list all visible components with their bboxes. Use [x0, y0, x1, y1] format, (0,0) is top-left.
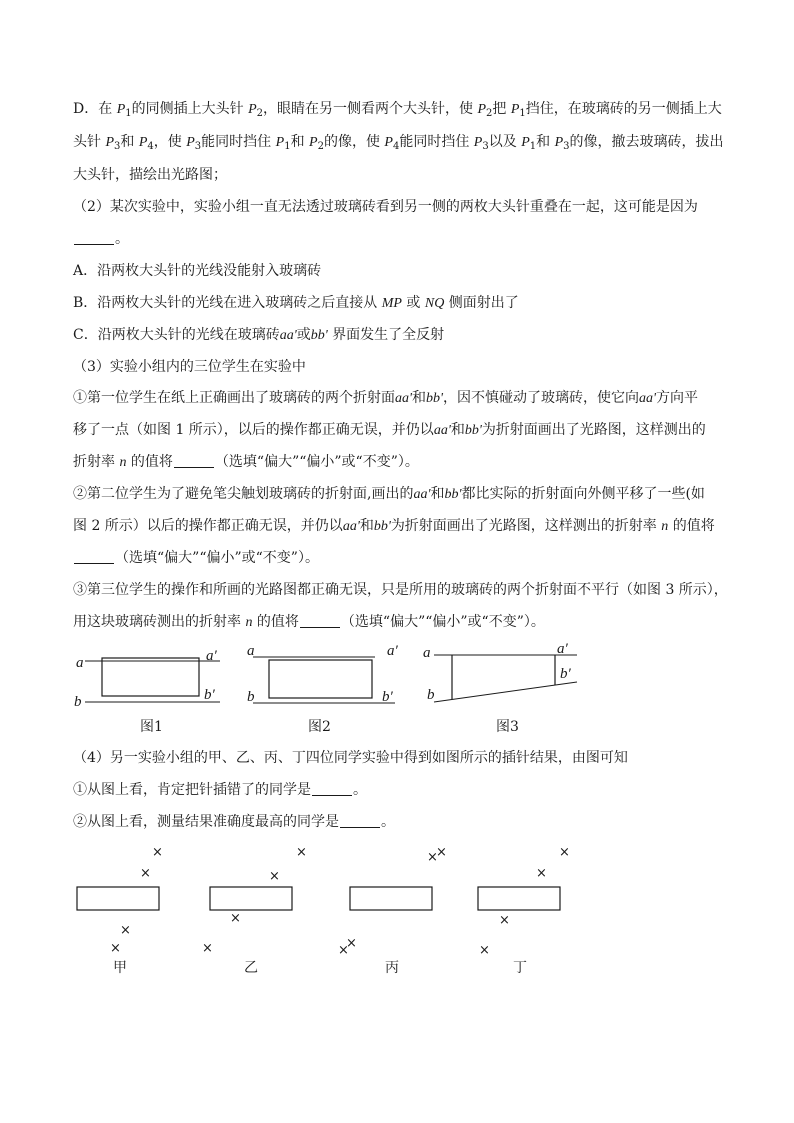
q3-student1-line-3: 折射率 n 的值将 （选填“偏大”“偏小”或“不变”）。 [73, 454, 419, 470]
glass-brick [102, 658, 199, 696]
pin-mark: × [479, 943, 490, 958]
pin-mark: × [536, 866, 547, 881]
q3-student3-line-1: ③第三位学生的操作和所画的光路图都正确无误，只是所用的玻璃砖的两个折射面不平行（如图 3 所示）， [73, 582, 728, 598]
student-name-jia: 甲 [113, 960, 127, 976]
pin-mark: × [152, 845, 163, 860]
student-name-bing: 丙 [385, 960, 399, 976]
figure-1-caption: 图1 [140, 719, 163, 735]
pin-mark: × [269, 869, 280, 884]
q3-student2-line-2: 图 2 所示）以后的操作都正确无误，并仍以aa'和bb'为折射面画出了光路图，这样测出的折射率 n 的值将 [73, 518, 715, 534]
q4-stem: （4）另一实验小组的甲、乙、丙、丁四位同学实验中得到如图所示的插针结果，由图可知 [73, 750, 628, 766]
figure-2 [247, 643, 399, 735]
pin-figure-jia [77, 845, 163, 976]
label-a-prime: a′ [387, 643, 398, 659]
q3-stem: （3）实验小组内的三位学生在实验中 [73, 359, 306, 375]
label-a: a [247, 643, 255, 659]
pin-mark: × [436, 845, 447, 860]
pin-figures [0, 840, 794, 990]
q3-student3-line-2: 用这块玻璃砖测出的折射率 n 的值将 （选填“偏大”“偏小”或“不变”）。 [73, 614, 545, 630]
q3-student2-line-1: ②第二位学生为了避免笔尖触划玻璃砖的折射面,画出的aa'和bb'都比实际的折射面向外侧平移了一些(如 [73, 486, 705, 502]
option-d-line-1: D．在 $P_1$的同侧插上大头针 $P_2$，眼睛在另一侧看两个大头针，使 $P_2$把 $P_1$挡住，在玻璃砖的另一侧插上大 [73, 101, 722, 119]
q2-answer-line: 。 [73, 229, 733, 249]
pin-mark: × [296, 845, 307, 860]
label-b-prime: b′ [560, 666, 571, 682]
pin-mark: × [202, 941, 213, 956]
q3-student2-line-3: （选填“偏大”“偏小”或“不变”）。 [73, 548, 733, 568]
label-b: b [247, 689, 255, 705]
student-name-yi: 乙 [244, 960, 258, 976]
figure-1 [74, 648, 220, 735]
q2-option-c: C．沿两枚大头针的光线在玻璃砖aa'或bb' 界面发生了全反射 [73, 327, 445, 343]
figure-3 [423, 641, 577, 735]
q2-option-b: B．沿两枚大头针的光线在进入玻璃砖之后直接从 MP 或 NQ 侧面射出了 [73, 295, 519, 311]
q2-stem: （2）某次实验中，实验小组一直无法透过玻璃砖看到另一侧的两枚大头针重叠在一起，这可能是因为 [73, 199, 698, 215]
label-b: b [427, 687, 435, 703]
pin-mark: × [110, 941, 121, 956]
answer-blank[interactable] [300, 613, 340, 628]
label-a: a [76, 655, 84, 671]
pin-mark: × [230, 911, 241, 926]
answer-blank[interactable] [174, 453, 214, 468]
glass-brick [478, 887, 560, 910]
q2-option-a: A．沿两枚大头针的光线没能射入玻璃砖 [73, 263, 322, 279]
option-d-line-3: 大头针，描绘出光路图； [73, 167, 227, 183]
q3-student1-line-2: 移了一点（如图 1 所示），以后的操作都正确无误，并仍以aa'和bb'为折射面画出了光路图，这样测出的 [73, 422, 706, 438]
q4-sub-1: ①从图上看，肯定把针插错了的同学是 。 [73, 782, 367, 798]
option-d-line-2: 头针 $P_3$和 $P_4$，使 $P_3$能同时挡住 $P_1$和 $P_2$的像，使 $P_4$能同时挡住 $P_3$以及 $P_1$和 $P_3$的像，撤去玻璃砖，拔出 [73, 134, 724, 152]
q4-sub-2: ②从图上看，测量结果准确度最高的同学是 。 [73, 814, 395, 830]
label-b-prime: b′ [382, 689, 393, 705]
pin-mark: × [559, 845, 570, 860]
label-b: b [74, 694, 82, 710]
answer-blank[interactable] [74, 230, 114, 245]
q3-student1-line-1: ①第一位学生在纸上正确画出了玻璃砖的两个折射面aa'和bb'，因不慎碰动了玻璃砖，使它向aa'方向平 [73, 390, 698, 406]
answer-blank[interactable] [74, 549, 114, 564]
glass-brick [350, 887, 432, 910]
figure-3-caption: 图3 [496, 719, 519, 735]
pin-figure-ding [478, 845, 570, 976]
pin-mark: × [499, 913, 510, 928]
answer-blank[interactable] [340, 813, 380, 828]
student-name-ding: 丁 [513, 960, 527, 976]
refraction-figures [60, 638, 760, 743]
glass-brick [77, 887, 159, 910]
pin-mark: × [338, 943, 349, 958]
label-a-prime: a′ [557, 641, 568, 657]
pin-figure-bing [338, 845, 447, 976]
glass-brick [210, 887, 292, 910]
figure-2-caption: 图2 [308, 719, 331, 735]
label-a: a [423, 645, 431, 661]
label-a-prime: a′ [206, 648, 217, 664]
answer-blank[interactable] [312, 781, 352, 796]
pin-figure-yi [202, 845, 307, 976]
pin-mark: × [427, 850, 438, 865]
pin-mark: × [346, 936, 357, 951]
pin-mark: × [140, 866, 151, 881]
label-b-prime: b′ [204, 687, 215, 703]
glass-brick [269, 660, 372, 698]
pin-mark: × [120, 923, 131, 938]
